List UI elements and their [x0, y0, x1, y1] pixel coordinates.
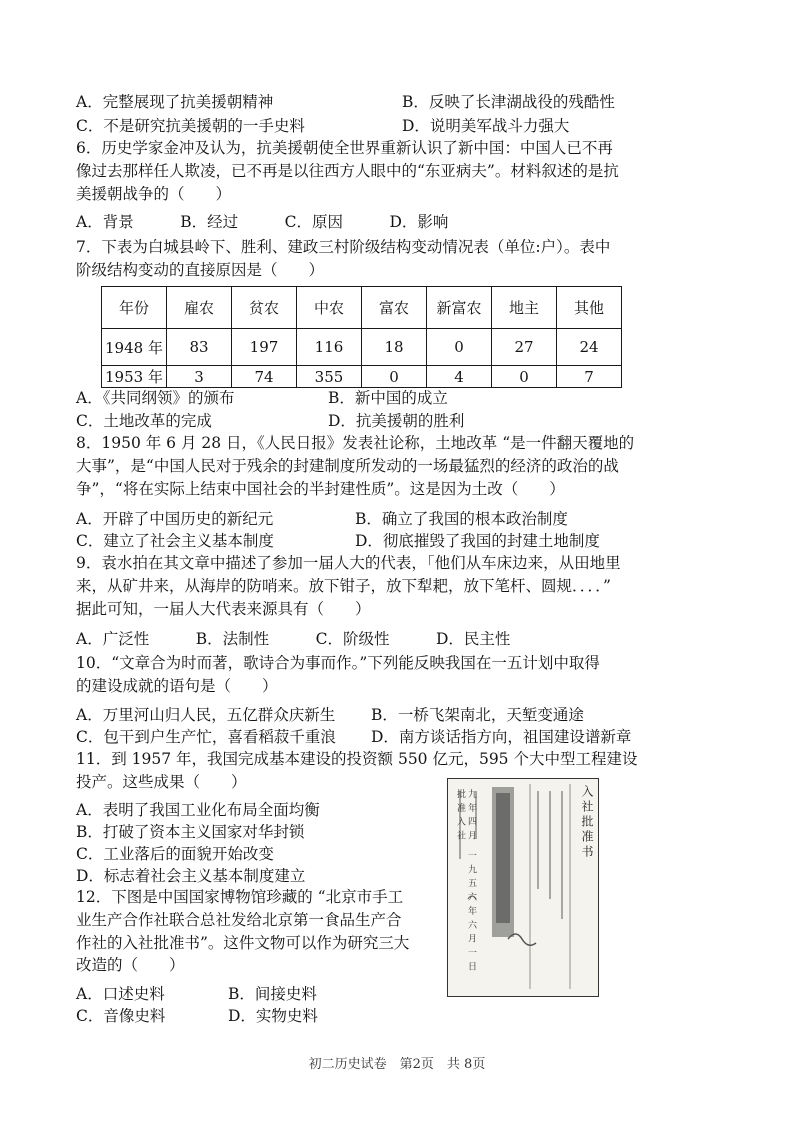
certificate-label: 入社批准书 [580, 785, 594, 860]
q7-stem-line2: 阶级结构变动的直接原因是（ ） [76, 261, 325, 279]
q7-option-c: C．土地改革的完成 [76, 412, 212, 430]
q12-option-c: C．音像史料 [76, 1007, 166, 1025]
table-header-cell: 年份 [102, 287, 167, 329]
q12-stem-line3: 作社的入社批准书”。这件文物可以作为研究三大 [76, 934, 410, 952]
page-footer: 初二历史试卷 第2页 共 8页 [308, 1057, 486, 1072]
q12-stem-line2: 业生产合作社联合总社发给北京第一食品生产合 [76, 911, 402, 929]
table-cell: 18 [362, 329, 427, 366]
q8-stem-line1: 8．1950 年 6 月 28 日，《人民日报》发表社论称，土地改革 “是一件翻天覆地的 [76, 434, 635, 452]
q6-stem-line2: 像过去那样任人欺凌，已不再是以往西方人眼中的“东亚病夫”。材料叙述的是抗 [76, 162, 619, 180]
table-cell: 83 [167, 329, 232, 366]
q8-option-c: C．建立了社会主义基本制度 [76, 532, 274, 550]
q8-option-b: B．确立了我国的根本政治制度 [355, 510, 568, 528]
table-cell: 24 [557, 329, 622, 366]
q10-option-d: D．南方谈话指方向，祖国建设谱新章 [371, 728, 632, 746]
table-cell: 7 [557, 366, 622, 388]
q9-stem-line1: 9．袁水拍在其文章中描述了参加一届人大的代表，「他们从车床边来，从田地里 [76, 554, 621, 572]
table-header-cell: 富农 [362, 287, 427, 329]
table-cell: 355 [297, 366, 362, 388]
q7-option-d: D．抗美援朝的胜利 [328, 412, 465, 430]
q11-option-a: A．表明了我国工业化布局全面均衡 [76, 801, 320, 819]
q5-option-a: A．完整展现了抗美援朝精神 [76, 93, 274, 111]
table-header-cell: 中农 [297, 287, 362, 329]
table-cell: 4 [427, 366, 492, 388]
table-header-row [102, 287, 622, 329]
q8-option-d: D．彻底摧毁了我国的封建土地制度 [355, 532, 600, 550]
q8-option-a: A．开辟了中国历史的新纪元 [76, 510, 274, 528]
table-header-cell: 其他 [557, 287, 622, 329]
table-header-cell: 地主 [492, 287, 557, 329]
q12-stem-line4: 改造的（ ） [76, 956, 185, 974]
table-cell: 197 [232, 329, 297, 366]
table-cell: 27 [492, 329, 557, 366]
q11-option-d: D．标志着社会主义基本制度建立 [76, 867, 306, 885]
q11-stem-line1: 11．到 1957 年，我国完成基本建设的投资额 550 亿元，595 个大中型工程建设 [76, 750, 638, 768]
q10-stem-line1: 10．“文章合为时而著，歌诗合为事而作。”下列能反映我国在一五计划中取得 [76, 654, 600, 672]
table-row [102, 366, 622, 388]
table-header-cell: 新富农 [427, 287, 492, 329]
table-cell: 0 [427, 329, 492, 366]
q7-stem-line1: 7．下表为白城县岭下、胜利、建政三村阶级结构变动情况表（单位:户）。表中 [76, 238, 611, 256]
q10-option-a: A．万里河山归人民，五亿群众庆新生 [76, 706, 336, 724]
q11-option-b: B．打破了资本主义国家对华封锁 [76, 823, 305, 841]
q12-option-b: B．间接史料 [228, 985, 317, 1003]
q12-option-d: D．实物史料 [228, 1007, 318, 1025]
table-cell: 116 [297, 329, 362, 366]
q10-stem-line2: 的建设成就的语句是（ ） [76, 677, 278, 695]
q5-option-b: B．反映了长津湖战役的残酷性 [402, 93, 615, 111]
table-cell: 1948 年 [102, 329, 167, 366]
q9-stem-line2: 来，从矿井来，从海岸的防哨来。放下钳子，放下犁耙，放下笔杆、圆规．．．．” [76, 577, 611, 595]
q8-stem-line3: 争”，“将在实际上结束中国社会的半封建性质”。这是因为土改（ ） [76, 480, 565, 498]
table-header-cell: 贫农 [232, 287, 297, 329]
class-structure-table [101, 286, 622, 388]
q6-stem-line1: 6．历史学家金冲及认为，抗美援朝使全世界重新认识了新中国：中国人已不再 [76, 139, 613, 157]
table-cell: 3 [167, 366, 232, 388]
table-row [102, 329, 622, 366]
q9-options: A．广泛性 B．法制性 C．阶级性 D．民主性 [76, 630, 511, 648]
q7-option-a: A．《共同纲领》的颁布 [76, 389, 235, 407]
q11-option-c: C．工业落后的面貌开始改变 [76, 845, 274, 863]
q10-option-c: C．包干到户生产忙，喜看稻菽千重浪 [76, 728, 336, 746]
q8-stem-line2: 大事”，是“中国人民对于残余的封建制度所发动的一场最猛烈的经济的政治的战 [76, 457, 619, 475]
q12-option-a: A．口述史料 [76, 985, 165, 1003]
table-header-cell: 雇农 [167, 287, 232, 329]
table-cell: 0 [362, 366, 427, 388]
table-cell: 1953 年 [102, 366, 167, 388]
q11-stem-line2: 投产。这些成果（ ） [76, 773, 247, 791]
table-cell: 74 [232, 366, 297, 388]
q6-options: A．背景 B．经过 C．原因 D．影响 [76, 213, 449, 231]
q5-option-c: C．不是研究抗美援朝的一手史料 [76, 117, 305, 135]
q10-option-b: B．一桥飞架南北，天堑变通途 [371, 706, 584, 724]
q9-stem-line3: 据此可知，一届人大代表来源具有（ ） [76, 600, 371, 618]
q7-option-b: B．新中国的成立 [328, 389, 448, 407]
q6-stem-line3: 美援朝战争的（ ） [76, 185, 232, 203]
certificate-text: 九 年 四 月 一 九 五 六 年 六 月 一 日 批 准 入 社 [455, 789, 476, 972]
approval-certificate-image [447, 778, 599, 997]
table-cell: 0 [492, 366, 557, 388]
q12-stem-line1: 12．下图是中国国家博物馆珍藏的 “北京市手工 [76, 888, 404, 906]
q5-option-d: D．说明美军战斗力强大 [402, 117, 570, 135]
